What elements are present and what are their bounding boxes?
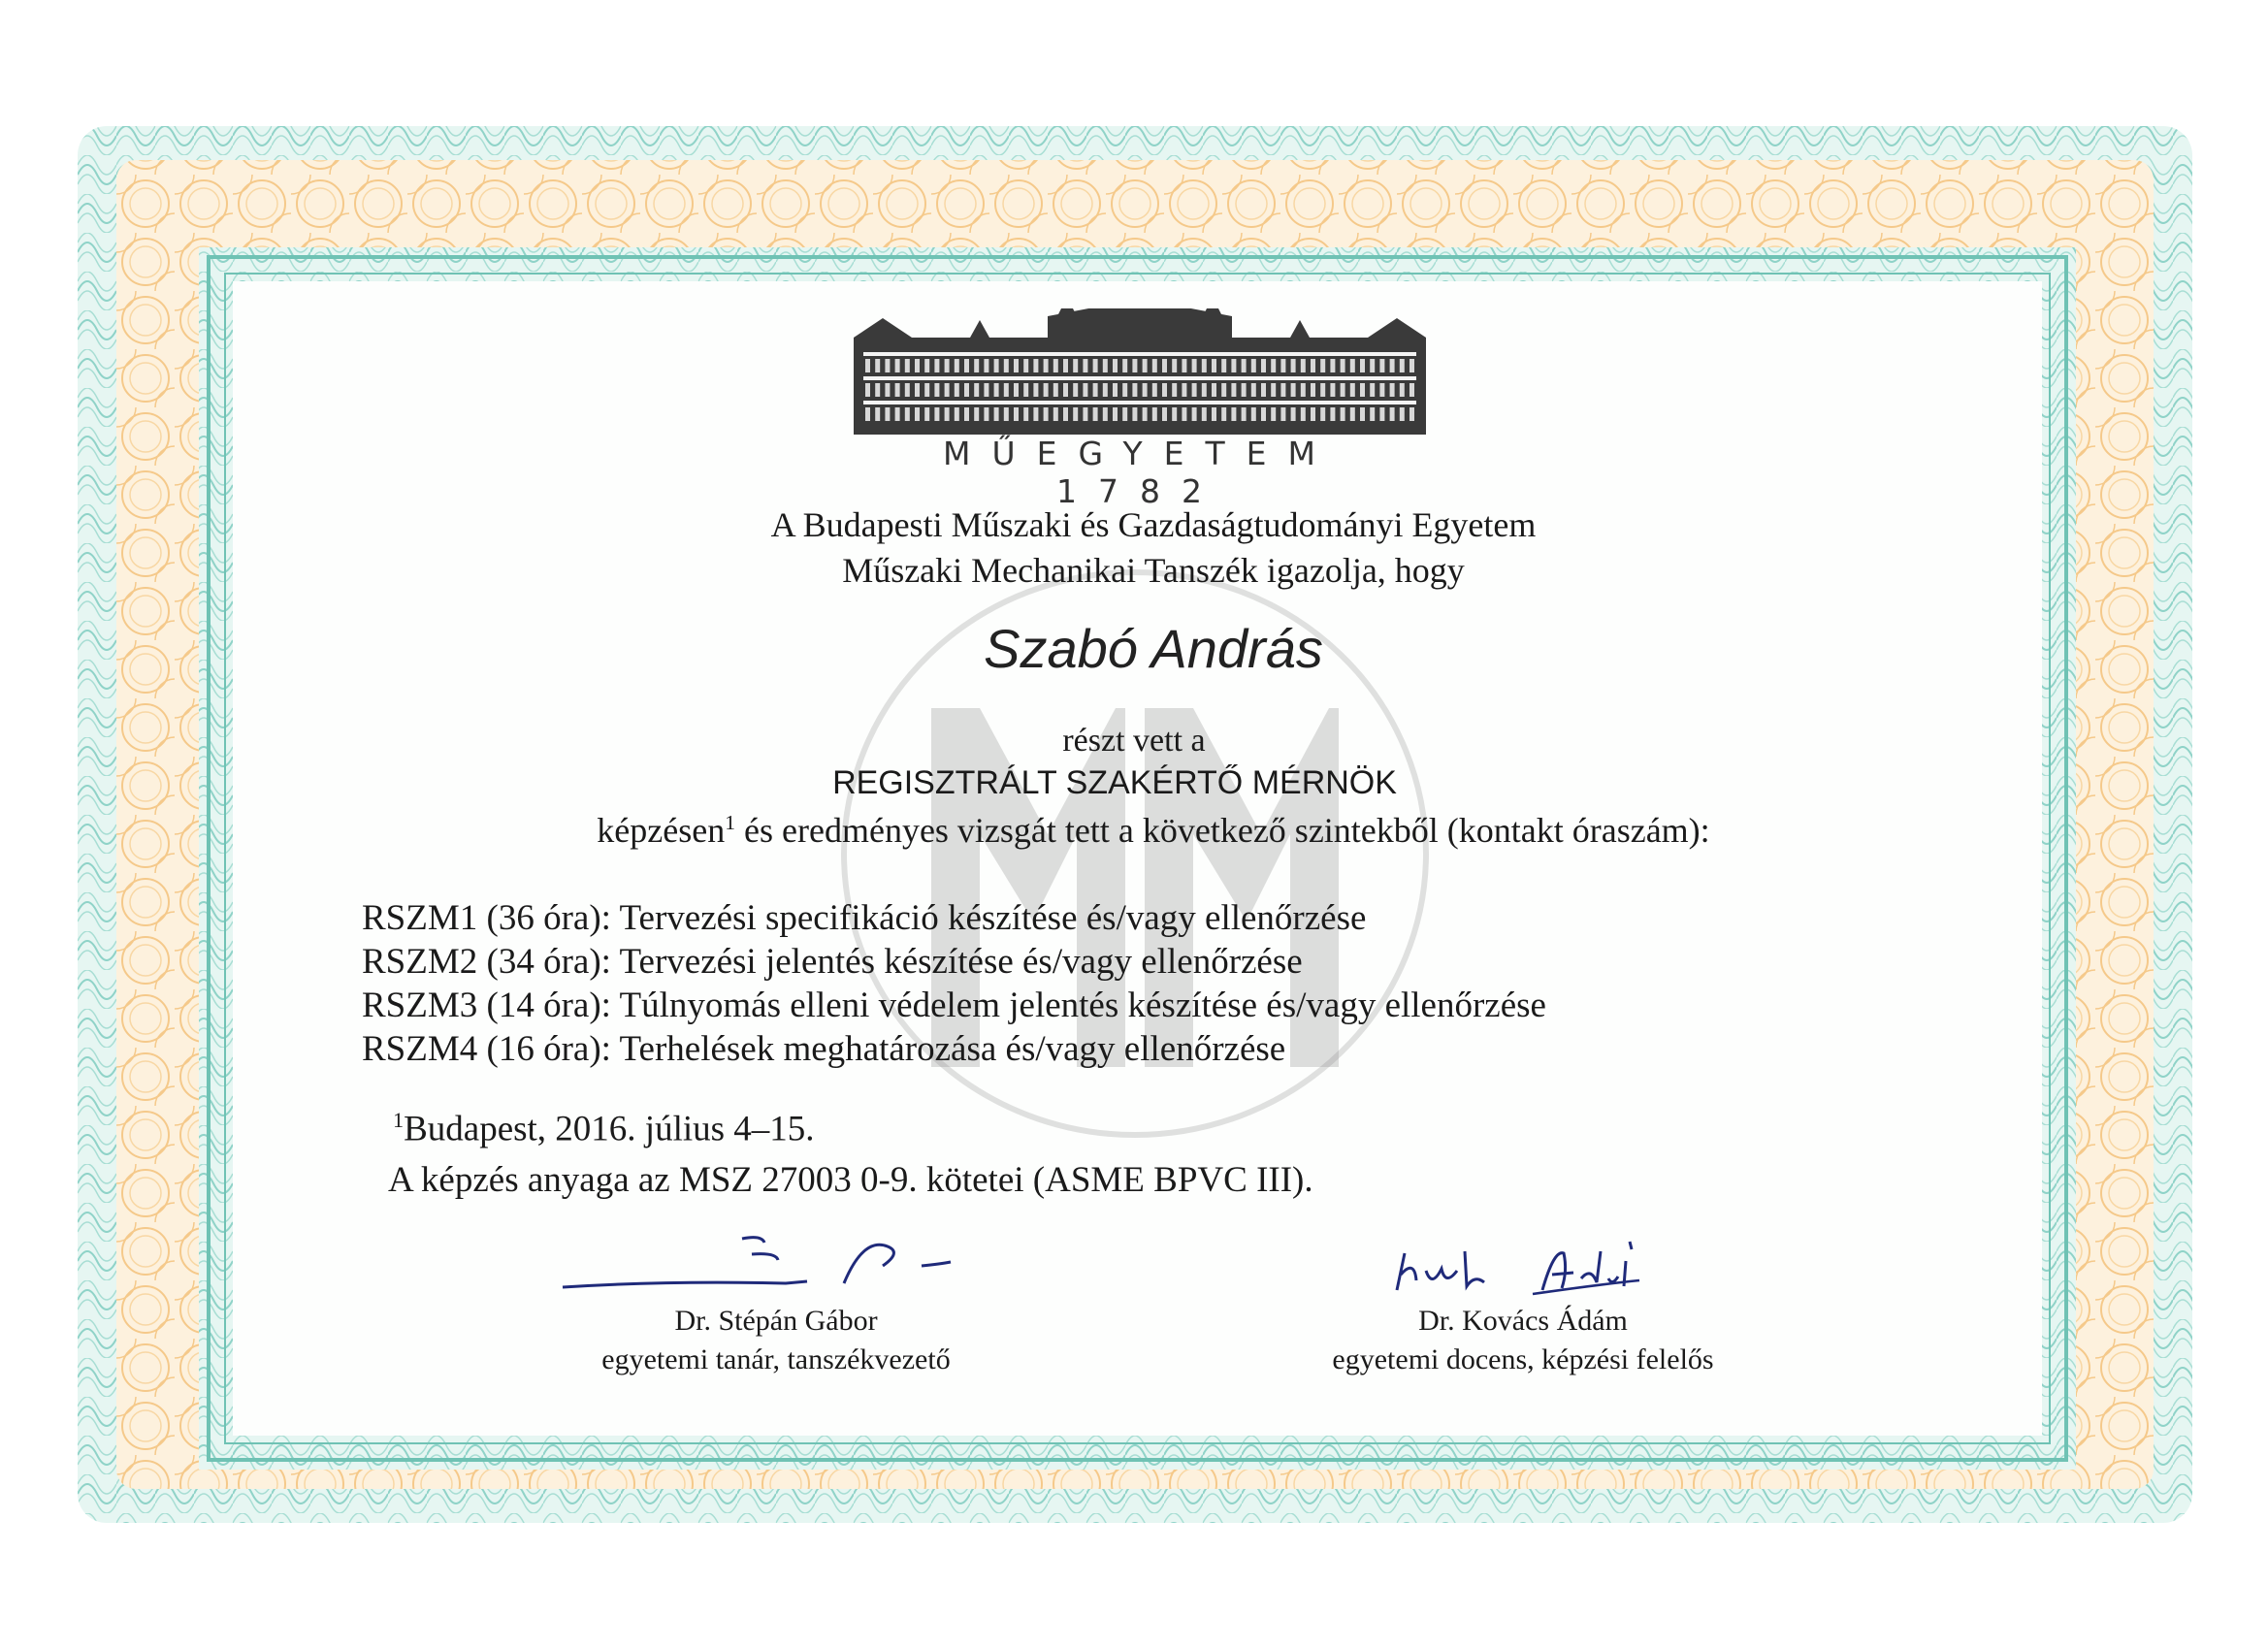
building-window: [1044, 407, 1049, 421]
building-window: [1231, 407, 1236, 421]
building-window: [865, 383, 870, 397]
building-window: [1280, 407, 1285, 421]
building-window: [1311, 359, 1315, 372]
building-window: [934, 359, 939, 372]
building-window: [1132, 359, 1137, 372]
building-window: [1409, 407, 1414, 421]
building-window: [1122, 359, 1127, 372]
building-window: [905, 407, 910, 421]
building-window: [1162, 359, 1167, 372]
building-window: [1212, 359, 1216, 372]
building-window: [1014, 383, 1019, 397]
building-window: [984, 359, 988, 372]
building-window: [915, 359, 920, 372]
building-window: [1301, 383, 1306, 397]
building-window: [1350, 383, 1355, 397]
building-window: [1162, 383, 1167, 397]
signatory-name: Dr. Stépán Gábor: [674, 1305, 878, 1337]
building-window: [1033, 359, 1038, 372]
building-window: [1063, 407, 1068, 421]
participation-text: részt vett a: [1062, 723, 1206, 759]
building-window: [1261, 407, 1266, 421]
building-window: [1301, 407, 1306, 421]
building-window: [1251, 383, 1256, 397]
building-window: [895, 383, 900, 397]
building-window: [1143, 383, 1148, 397]
building-window: [1360, 407, 1365, 421]
building-window: [1113, 359, 1118, 372]
building-window: [1172, 383, 1177, 397]
building-window: [1063, 359, 1068, 372]
building-window: [984, 407, 988, 421]
building-window: [1053, 359, 1058, 372]
building-window: [1261, 383, 1266, 397]
building-window: [1231, 359, 1236, 372]
logo-caption: MŰEGYETEM 1782: [943, 435, 1337, 510]
building-window: [1202, 383, 1207, 397]
building-window: [1379, 407, 1384, 421]
building-window: [1280, 383, 1285, 397]
building-window: [924, 359, 929, 372]
building-window: [964, 407, 969, 421]
building-window: [885, 359, 890, 372]
building-window: [1162, 407, 1167, 421]
building-window: [924, 407, 929, 421]
signatory-name: Dr. Kovács Ádám: [1418, 1305, 1628, 1337]
building-window: [865, 407, 870, 421]
building-window: [1202, 359, 1207, 372]
building-window: [1192, 383, 1197, 397]
building-window: [964, 359, 969, 372]
building-window: [1132, 407, 1137, 421]
building-window: [1172, 407, 1177, 421]
building-window: [895, 407, 900, 421]
building-window: [1172, 359, 1177, 372]
exam-statement: képzésen$^1$ és eredményes vizsgát tett a következő szintekből (kontakt óraszám):: [597, 811, 1710, 850]
building-window: [1083, 383, 1087, 397]
building-window: [1311, 383, 1315, 397]
building-window: [1053, 383, 1058, 397]
building-window: [1182, 383, 1186, 397]
building-window: [1063, 383, 1068, 397]
building-window: [1341, 359, 1345, 372]
building-window: [1023, 407, 1028, 421]
signatory-title: egyetemi docens, képzési felelős: [1332, 1343, 1714, 1375]
building-window: [1400, 359, 1405, 372]
building-window: [1033, 383, 1038, 397]
signature-kovacs: [1387, 1232, 1698, 1310]
building-window: [1320, 407, 1325, 421]
building-window: [1152, 359, 1157, 372]
building-window: [984, 383, 988, 397]
building-window: [1044, 359, 1049, 372]
building-window: [1291, 407, 1296, 421]
building-window: [1360, 383, 1365, 397]
building-window: [945, 407, 950, 421]
building-window: [1280, 359, 1285, 372]
building-window: [994, 359, 999, 372]
building-window: [1143, 407, 1148, 421]
building-window: [934, 383, 939, 397]
building-window: [1202, 407, 1207, 421]
building-window: [1251, 407, 1256, 421]
building-window: [1004, 383, 1009, 397]
institution-name: A Budapesti Műszaki és Gazdaságtudományi Egyetem: [770, 505, 1537, 544]
building-window: [1390, 359, 1395, 372]
building-window: [1221, 359, 1226, 372]
building-window: [1370, 407, 1375, 421]
building-window: [1113, 383, 1118, 397]
building-window: [915, 407, 920, 421]
building-window: [974, 383, 979, 397]
building-window: [875, 359, 880, 372]
building-window: [1271, 383, 1276, 397]
building-window: [934, 407, 939, 421]
building-window: [1014, 359, 1019, 372]
building-window: [1192, 407, 1197, 421]
building-window: [1291, 383, 1296, 397]
building-window: [1320, 383, 1325, 397]
building-window: [1320, 359, 1325, 372]
building-window: [1350, 407, 1355, 421]
building-window: [1143, 359, 1148, 372]
building-window: [1053, 407, 1058, 421]
building-window: [1093, 359, 1098, 372]
building-window: [1004, 359, 1009, 372]
building-window: [945, 359, 950, 372]
building-window: [1390, 383, 1395, 397]
building-window: [1212, 407, 1216, 421]
building-window: [1261, 359, 1266, 372]
building-window: [905, 359, 910, 372]
building-window: [1093, 407, 1098, 421]
building-window: [1221, 383, 1226, 397]
building-window: [1103, 383, 1108, 397]
building-window: [1330, 407, 1335, 421]
program-title: REGISZTRÁLT SZAKÉRTŐ MÉRNÖK: [832, 764, 1397, 801]
signature-stepan: [553, 1227, 1019, 1305]
building-window: [924, 383, 929, 397]
building-window: [1132, 383, 1137, 397]
signatory-1: [504, 1305, 1048, 1376]
building-window: [1341, 383, 1345, 397]
building-window: [1330, 383, 1335, 397]
level-item: RSZM3 (14 óra): Túlnyomás elleni védelem jelentés készítése és/vagy ellenőrzése: [362, 986, 1546, 1025]
building-window: [875, 407, 880, 421]
building-window: [1093, 383, 1098, 397]
building-window: [1379, 359, 1384, 372]
building-window: [1409, 383, 1414, 397]
building-window: [1311, 407, 1315, 421]
building-window: [1023, 383, 1028, 397]
building-window: [994, 383, 999, 397]
footnote-material: A képzés anyaga az MSZ 27003 0-9. kötetei (ASME BPVC III).: [388, 1160, 1313, 1200]
building-window: [1073, 383, 1078, 397]
building-window: [1409, 359, 1414, 372]
building-window: [1083, 407, 1087, 421]
building-window: [964, 383, 969, 397]
building-window: [994, 407, 999, 421]
building-window: [1182, 407, 1186, 421]
building-window: [1122, 407, 1127, 421]
building-window: [1330, 359, 1335, 372]
building-window: [1122, 383, 1127, 397]
building-window: [1251, 359, 1256, 372]
building-window: [1113, 407, 1118, 421]
department-statement: Műszaki Mechanikai Tanszék igazolja, hogy: [842, 551, 1465, 590]
building-window: [1301, 359, 1306, 372]
building-window: [905, 383, 910, 397]
building-window: [1083, 359, 1087, 372]
building-window: [1192, 359, 1197, 372]
signatory-2: [1251, 1305, 1795, 1376]
building-window: [945, 383, 950, 397]
building-window: [1023, 359, 1028, 372]
level-item: RSZM4 (16 óra): Terhelések meghatározása és/vagy ellenőrzése: [362, 1029, 1286, 1069]
building-window: [955, 407, 959, 421]
building-window: [955, 359, 959, 372]
signatory-title: egyetemi tanár, tanszékvezető: [601, 1343, 951, 1375]
building-window: [1152, 383, 1157, 397]
building-window: [885, 383, 890, 397]
building-window: [1242, 359, 1247, 372]
building-window: [1271, 359, 1276, 372]
building-window: [1291, 359, 1296, 372]
building-window: [1182, 359, 1186, 372]
building-window: [1033, 407, 1038, 421]
building-window: [1370, 383, 1375, 397]
building-window: [1400, 383, 1405, 397]
building-window: [915, 383, 920, 397]
building-window: [1221, 407, 1226, 421]
building-window: [1103, 407, 1108, 421]
building-window: [1073, 359, 1078, 372]
building-window: [1231, 383, 1236, 397]
building-window: [1004, 407, 1009, 421]
building-window: [1370, 359, 1375, 372]
building-window: [1242, 407, 1247, 421]
building-window: [1044, 383, 1049, 397]
building-window: [1014, 407, 1019, 421]
building-window: [974, 407, 979, 421]
building-window: [1073, 407, 1078, 421]
building-window: [974, 359, 979, 372]
building-window: [885, 407, 890, 421]
building-window: [1103, 359, 1108, 372]
footnote-place-date: $^1$Budapest, 2016. július 4–15.: [393, 1108, 815, 1149]
level-item: RSZM2 (34 óra): Tervezési jelentés készítése és/vagy ellenőrzése: [362, 942, 1303, 982]
building-window: [1152, 407, 1157, 421]
building-window: [1390, 407, 1395, 421]
building-window: [895, 359, 900, 372]
level-item: RSZM1 (36 óra): Tervezési specifikáció készítése és/vagy ellenőrzése: [362, 898, 1367, 938]
level-list: [362, 897, 1546, 1072]
building-window: [1400, 407, 1405, 421]
building-window: [1341, 407, 1345, 421]
building-window: [1242, 383, 1247, 397]
building-window: [1360, 359, 1365, 372]
building-window: [875, 383, 880, 397]
building-window: [955, 383, 959, 397]
building-window: [865, 359, 870, 372]
building-window: [1271, 407, 1276, 421]
building-window: [1212, 383, 1216, 397]
footnote-marker: 1: [725, 811, 736, 834]
building-window: [1350, 359, 1355, 372]
building-window: [1379, 383, 1384, 397]
recipient-name: Szabó András: [984, 618, 1323, 679]
